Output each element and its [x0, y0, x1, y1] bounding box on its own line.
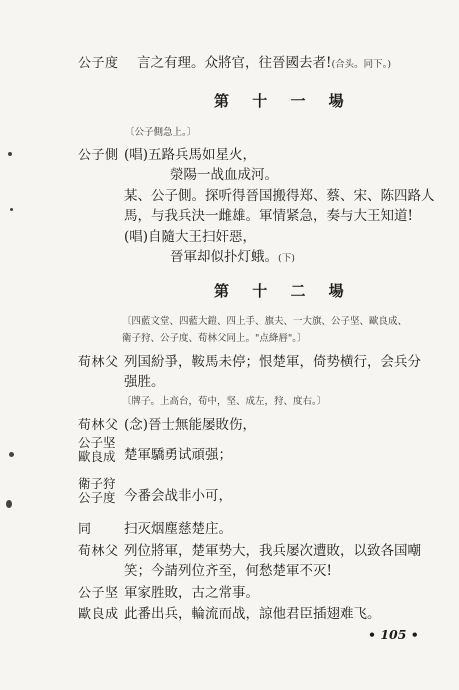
speaker-label: 公子坚	[78, 435, 116, 450]
speaker-label: 歐良成	[78, 607, 119, 622]
stage-direction: 〔牌子。上高台，荀中，坚、成左，狩、度右。〕	[122, 396, 327, 407]
stage-direction: 〔公子側急上。〕	[125, 127, 197, 138]
speaker-label: 公子坚	[78, 586, 119, 601]
dialogue-line: 軍家胜敗，古之常事。	[124, 585, 259, 601]
dialogue-line	[170, 245, 295, 265]
dialogue-line: 滎陽一战血成河。	[170, 167, 278, 183]
dialogue-line: 某、公子側。探听得晉国搬得郑、蔡、宋、陈四路人	[124, 188, 435, 204]
scene-title: 第 十 一 場	[214, 92, 353, 110]
scan-speck	[10, 208, 13, 211]
speaker-label: 歐良成	[78, 449, 116, 464]
dialogue-line: 馬，与我兵決一雌雄。軍情紧急，奏与大王知道!	[124, 208, 413, 224]
dialogue-line: 扫灭烟塵慈楚庄。	[124, 521, 232, 537]
speaker-label: 衛子狩	[78, 476, 116, 491]
dialogue-line: 笑；今請列位齐至，何愁楚軍不灭!	[124, 563, 332, 579]
dialogue-line: 今番会战非小可，	[124, 488, 232, 504]
dialogue-line: 列国紛爭，鞍馬未停；恨楚軍，倚势横行，会兵分	[124, 354, 421, 370]
scan-speck	[6, 500, 12, 508]
dialogue-text: 晉軍却似扑灯蛾。	[170, 249, 278, 265]
scene-title: 第 十 二 場	[214, 282, 353, 300]
scan-speck	[9, 452, 14, 457]
stage-direction: 〔四藍文堂、四藍大鎧、四上手、旗夫、一大旗、公子坚、歐良成、	[122, 316, 408, 327]
speaker-label: 荀林父	[78, 355, 119, 370]
speaker-label: 公子度	[78, 56, 119, 71]
dialogue-text: 言之有理。众將官，往晉國去者!	[137, 55, 332, 71]
page-number: • 105 •	[368, 627, 419, 642]
stage-direction: 衛子狩、公子度、荀林父同上。"点絳唇"。〕	[122, 333, 307, 344]
scan-speck	[8, 152, 12, 156]
dialogue-line: 此番出兵，輪流而战，諒他君臣插翅难飞。	[124, 606, 381, 622]
dialogue-line: 楚軍驕勇试頑强；	[124, 447, 232, 463]
speaker-label: 荀林父	[78, 418, 119, 433]
dialogue-line	[137, 51, 391, 71]
dialogue-line: 强胜。	[124, 374, 165, 390]
stage-direction: (下)	[278, 253, 295, 264]
dialogue-line: 列位將軍，楚軍势大，我兵屡次遭敗，以致各国嘲	[124, 543, 421, 559]
stage-direction: (合头。同下。)	[331, 59, 392, 70]
speaker-label: 公子度	[78, 490, 116, 505]
speaker-label: 同	[78, 522, 92, 537]
dialogue-line: (唱)自隨大王扫奸惡，	[124, 229, 257, 245]
speaker-label-pair	[78, 436, 116, 464]
speaker-label-pair	[78, 477, 116, 505]
speaker-label: 荀林父	[78, 544, 119, 559]
dialogue-line: (唱)五路兵馬如星火，	[124, 147, 257, 163]
dialogue-line: (念)晉士無能屡敗伤，	[124, 417, 257, 433]
speaker-label: 公子側	[78, 148, 119, 163]
